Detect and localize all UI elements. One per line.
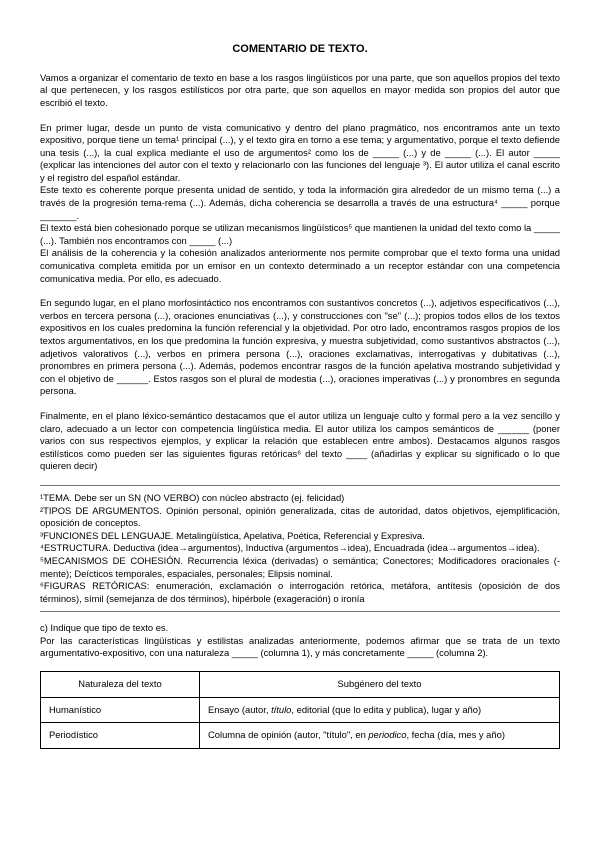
body-paragraph-coherence: Este texto es coherente porque presenta unidad de sentido, y toda la información gira alrededor de un mismo tema (...) a través de la progresión tema-rema (...). Además, dicha coherencia se desarrolla a través de una estructura⁴ _____ porque _______. — [40, 184, 560, 221]
table-header-naturaleza: Naturaleza del texto — [41, 672, 200, 698]
body-paragraph-pragmatic: En primer lugar, desde un punto de vista comunicativo y dentro del plano pragmático, nos encontramos ante un texto expositivo, porque tiene un tema¹ principal (...), y el texto gira en torno a ese tema; y argumentativo, porque el texto defiende una tesis (...), la cual explica mediante el uso de argumentos² como los de _____ (...) y de _____ (...). El autor _____ (explicar las intenciones del autor con el texto y relacionarlo con las funciones del lenguaje ³). El autor utiliza el canal escrito y el registro del español estándar. — [40, 121, 560, 183]
footnote-separator-bottom — [40, 611, 560, 612]
footnote-6-figuras-retoricas: ⁶FIGURAS RETÓRICAS: enumeración, exclamación o interrogación retórica, metáfora, antítesis (oposición de dos términos), símil (semejanza de dos términos), hipérbole (exageración) o ironía — [40, 580, 560, 604]
footnote-2-tipos-argumentos: ²TIPOS DE ARGUMENTOS. Opinión personal, opinión generalizada, citas de autoridad, datos objetivos, ejemplificación, oposición de conceptos. — [40, 504, 560, 529]
body-paragraph-intro: Vamos a organizar el comentario de texto en base a los rasgos lingüísticos por una parte, que son aquellos propios del texto al que pertenecen, y los rasgos estilísticos por otra parte, que son aquellos en mayor medida son propios del autor que escribió el texto. — [40, 71, 560, 108]
cell-text: , editorial (que lo edita y publica), lugar y año) — [291, 703, 482, 715]
body-paragraph-adequacy: El análisis de la coherencia y la cohesión analizados anteriormente nos permite comprobar que el texto forma una unidad comunicativa completa emitida por un emisor en un contexto determinado a un receptor estándar con una competencia comunicativa media. Por ello, es adecuado. — [40, 247, 560, 284]
cell-naturaleza-periodistico: Periodístico — [41, 723, 200, 749]
section-c-paragraph: Por las características lingüísticas y estilistas analizadas anteriormente, podemos afirmar que se trata de un texto argumentativo-expositivo, con una naturaleza _____ (columna 1), y más concretamente _____ (columna 2). — [40, 634, 560, 659]
cell-text: Columna de opinión (autor, "título", en — [208, 729, 369, 741]
table-header-row — [41, 672, 560, 698]
footnote-1-tema: ¹TEMA. Debe ser un SN (NO VERBO) con núcleo abstracto (ej. felicidad) — [40, 491, 345, 503]
footnote-4-estructura: ⁴ESTRUCTURA. Deductiva (idea→argumentos), Inductiva (argumentos→idea), Encuadrada (idea→argumentos→idea). — [40, 542, 540, 554]
cell-text-italic: periodico — [368, 729, 407, 741]
cell-naturaleza-humanistico: Humanístico — [41, 697, 200, 723]
footnote-separator-top — [40, 485, 560, 486]
body-paragraph-morphosyntactic: En segundo lugar, en el plano morfosintáctico nos encontramos con sustantivos concretos (...), adjetivos especificativos (...), verbos en tercera persona (...), oraciones enunciativas (...), y construcciones con "se" (...); propios todos ellos de los textos expositivos en los cuales predomina la función referencial y la objetividad. Por otro lado, encontramos rasgos propios de los textos argumentativos, en los que predomina la función expresiva, y muestra subjetividad, como sustantivos abstractos (...), adjetivos valorativos (...), verbos en primera persona (...), oraciones exclamativas, interrogativas y dubitativas (...), pronombres en primera persona (...). Además, podemos encontrar rasgos de la función apelativa mostrando subjetividad y con el objetivo de ______. Estos rasgos son el plural de modestia (...), oraciones imperativas (...) y pronombres en segunda persona. — [40, 297, 560, 397]
body-paragraph-cohesion: El texto está bien cohesionado porque se utilizan mecanismos lingüísticos⁵ que mantienen la unidad del texto como la _____ (...). También nos encontramos con _____ (...) — [40, 222, 560, 246]
page-title: COMENTARIO DE TEXTO. — [232, 43, 368, 55]
text-type-table — [40, 671, 560, 749]
cell-subgenero-columna — [200, 723, 560, 749]
body-paragraph-lexical-semantic: Finalmente, en el plano léxico-semántico destacamos que el autor utiliza un lenguaje culto y formal pero a la vez sencillo y claro, adecuado a un lector con competencia lingüística media. El autor utiliza los campos semánticos de ______ (poner varios con sus respectivos ejemplos, y explicar la relación que establecen entre ambos). Destacamos algunos rasgos estilísticos como pueden ser las siguientes figuras retóricas⁶ del texto ____ (añadirlas y explicar su significado o lo que quieren decir) — [40, 409, 560, 472]
cell-text-italic: título — [271, 703, 292, 715]
footnote-5-mecanismos-cohesion: ⁵MECANISMOS DE COHESIÓN. Recurrencia léxica (derivadas) o semántica; Conectores; Modificadores oracionales (-mente); Deícticos temporales, espaciales, personales; Elipsis nominal. — [40, 554, 560, 579]
section-c-heading: c) Indique que tipo de texto es. — [40, 622, 169, 634]
table-row-periodistico — [41, 723, 560, 749]
table-row-humanistico — [41, 697, 560, 723]
cell-text: , fecha (día, mes y año) — [406, 729, 505, 741]
footnotes-block — [40, 485, 560, 612]
cell-subgenero-ensayo — [200, 697, 560, 723]
footnote-3-funciones-lenguaje: ³FUNCIONES DEL LENGUAJE. Metalingüística, Apelativa, Poética, Referencial y Expresiva. — [40, 529, 425, 541]
cell-text: Ensayo (autor, — [208, 703, 272, 715]
table-header-subgenero: Subgénero del texto — [200, 672, 560, 698]
